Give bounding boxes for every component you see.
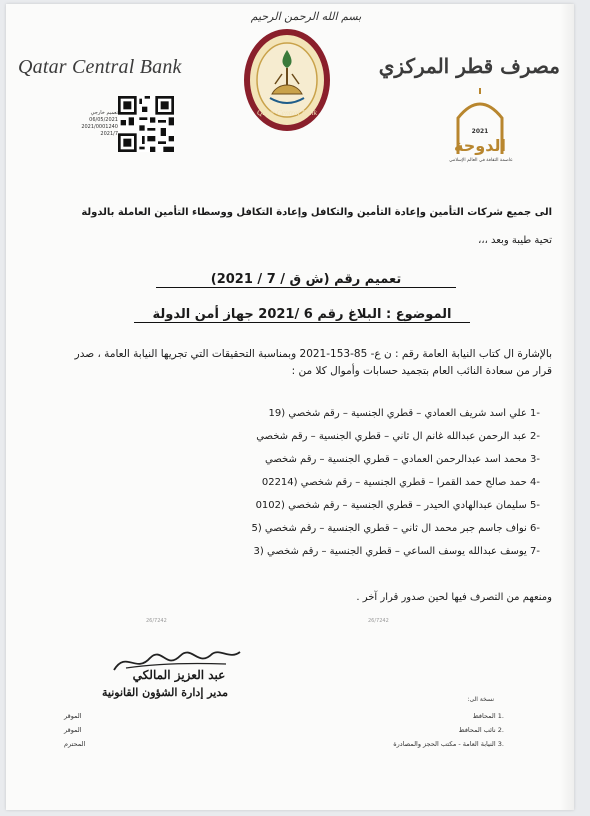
subject-line: الموضوع : البلاغ رقم 6 /2021 جهاز أمن الدولة: [134, 307, 470, 323]
qr-code-icon[interactable]: [118, 96, 174, 152]
bank-name-arabic: مصرف قطر المركزي: [378, 54, 560, 78]
copies-list: [64, 712, 504, 754]
list-item: .3 النيابة العامة - مكتب الحجز والمصادرة المحترم: [64, 740, 504, 748]
basmala: بسم الله الرحمن الرحيم: [250, 10, 362, 23]
doha-wordmark: الدوحة: [454, 136, 506, 155]
doha-subtitle: عاصمة الثقافة في العالم الإسلامي: [449, 158, 513, 163]
greeting: تحية طيبة وبعد ،،،: [478, 235, 552, 246]
list-item: .1 المحافظ الموقر: [64, 712, 504, 720]
persons-list: [172, 408, 552, 569]
watermark-stamp: 26/7242: [368, 618, 389, 624]
list-item: -6 نواف جاسم جبر محمد ال ثاني – قطري الجنسية – رقم شخصي (5: [251, 523, 540, 534]
list-item: -5 سليمان عبدالهادي الحيدر – قطري الجنسية – رقم شخصي (0102: [255, 500, 540, 511]
list-item: -2 عبد الرحمن عبدالله غانم ال ثاني – قطري الجنسية – رقم شخصي: [256, 431, 540, 442]
signatory-title: مدير إدارة الشؤون القانونية: [101, 686, 228, 699]
circular-number: تعميم رقم (ش ق / 7 / 2021): [156, 272, 456, 288]
bank-name-english: Qatar Central Bank: [18, 56, 182, 78]
closing-line: ومنعهم من التصرف فيها لحين صدور قرار آخر .: [356, 592, 552, 603]
page-edge-shadow: [560, 4, 574, 810]
body-paragraph: بالإشارة ال كتاب النيابة العامة رقم : ن ع- 85-153-2021 وبمناسبة التحقيقات التي تجريها النيابة العامة ، صدر قرار من سعادة النائب العام بتجميد حسابات وأموال كلا من :: [74, 348, 552, 377]
qatar-central-bank-seal: [242, 24, 332, 134]
qr-metadata: تعميم خارجي 06/05/2021 2021/0001240 2021/7: [81, 110, 118, 137]
watermark-stamp: 26/7242: [146, 618, 167, 624]
list-item: -3 محمد أسد عبدالرحمن العمادي – قطري الجنسية – رقم شخصي: [265, 454, 540, 465]
list-item: -7 يوسف عبدالله يوسف الساعي – قطري الجنسية – رقم شخصي (3: [253, 546, 540, 557]
recipient-line: الى جميع شركات التأمين وإعادة التأمين والتكافل وإعادة التكافل ووسطاء التأمين العاملة بالدولة: [81, 207, 552, 218]
seal-caption: Qatar Central Bank: [257, 108, 317, 117]
signatory-name: عبد العزيز المالكي: [132, 668, 226, 682]
list-item: -1 علي أسد شريف العمادي – قطري الجنسية – رقم شخصي (19: [268, 408, 540, 419]
list-item: .2 نائب المحافظ الموقر: [64, 726, 504, 734]
doha-year: 2021: [471, 128, 489, 135]
document-page: [6, 4, 574, 810]
list-item: -4 حمد صالح حمد القمرا – قطري الجنسية – رقم شخصي (02214: [261, 477, 540, 488]
copies-label: نسخة الى:: [467, 696, 494, 703]
